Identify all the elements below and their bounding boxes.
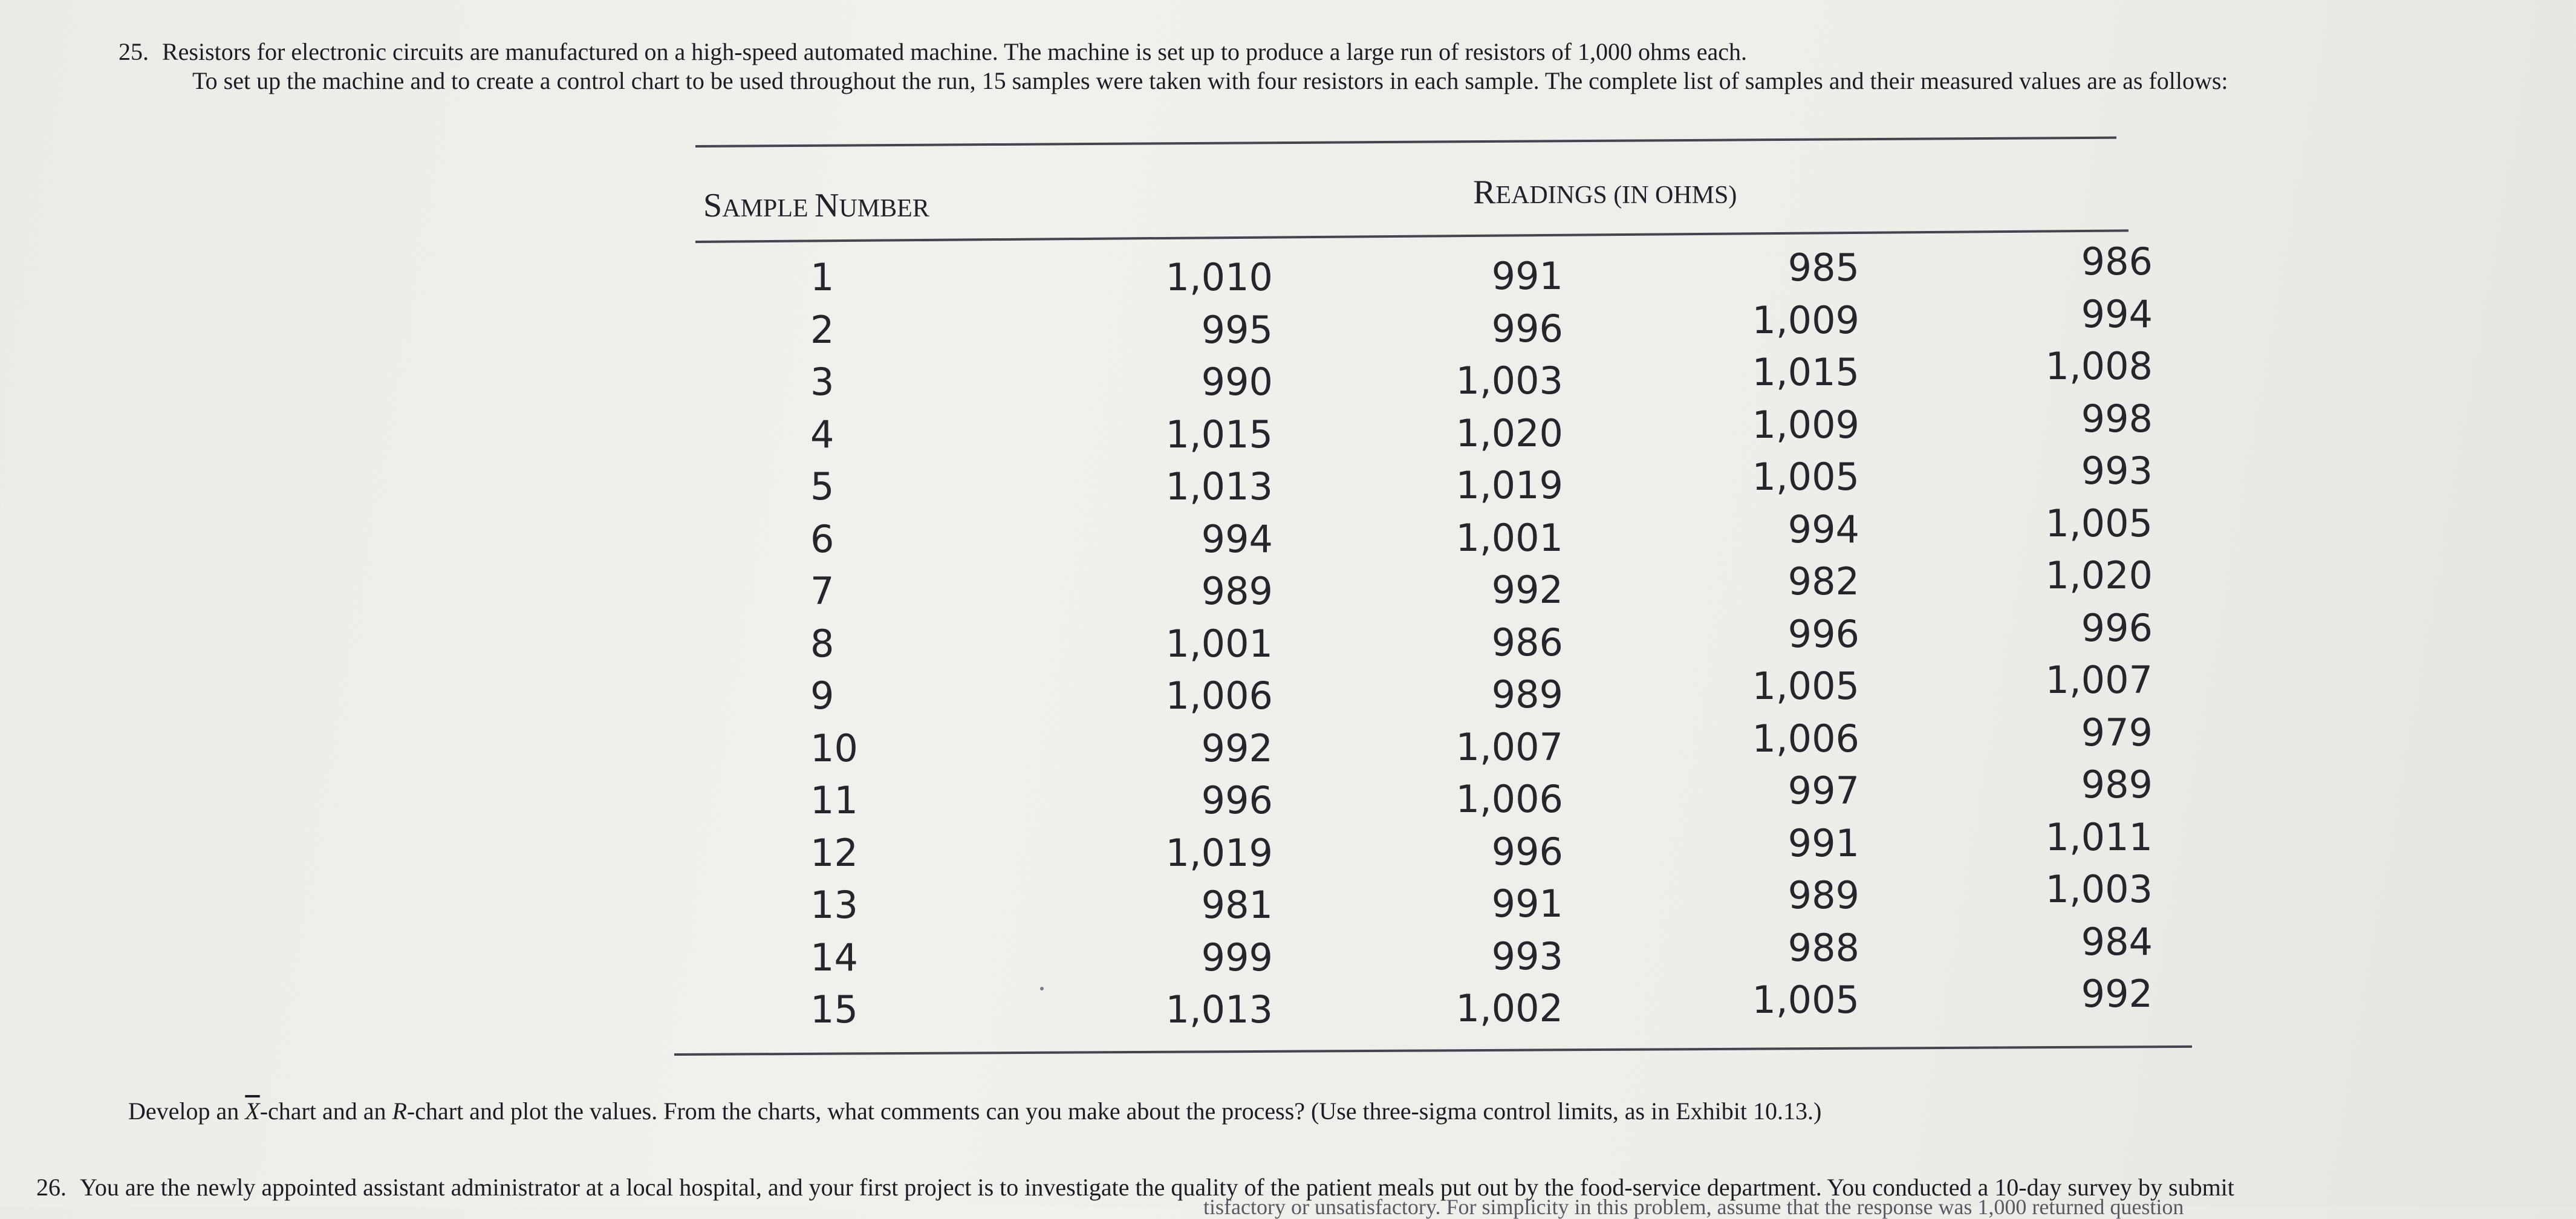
header-readings-unit: (IN OHMS) xyxy=(1613,181,1737,209)
reading-cell: 1,007 xyxy=(2045,658,2153,702)
problem-25-number: 25. xyxy=(119,38,149,65)
reading-cell: 984 xyxy=(2081,919,2153,964)
reading-cell: 1,006 xyxy=(1456,777,1563,821)
reading-cell: 982 xyxy=(1787,559,1859,603)
sample-number-cell: 9 xyxy=(810,674,834,718)
reading-cell: 996 xyxy=(1201,778,1273,822)
header-sample-n: N xyxy=(815,187,839,224)
reading-cell: 991 xyxy=(1491,882,1563,926)
reading-cell: 1,013 xyxy=(1165,987,1273,1032)
reading-cell: 995 xyxy=(1201,307,1273,352)
reading-cell: 981 xyxy=(1201,883,1273,927)
sample-number-cell: 3 xyxy=(810,360,834,404)
reading-cell: 990 xyxy=(1201,360,1273,404)
reading-cell: 993 xyxy=(1491,934,1563,978)
sample-number-cell: 13 xyxy=(810,883,858,927)
instr-mid: -chart and an xyxy=(259,1097,392,1125)
reading-cell: 998 xyxy=(2081,396,2153,441)
reading-cell: 1,008 xyxy=(2045,344,2153,388)
reading-cell: 1,001 xyxy=(1456,515,1563,560)
reading-cell: 1,019 xyxy=(1456,463,1563,507)
reading-cell: 1,015 xyxy=(1752,350,1859,394)
sample-number-cell: 5 xyxy=(810,464,834,509)
reading-cell: 1,007 xyxy=(1456,724,1563,769)
instr-prefix: Develop an xyxy=(128,1097,246,1125)
reading-cell: 1,003 xyxy=(1456,359,1563,403)
reading-column-3 xyxy=(1702,242,1859,1027)
reading-cell: 996 xyxy=(1491,829,1563,874)
reading-cell: 986 xyxy=(2081,239,2153,284)
sample-number-cell: 8 xyxy=(810,621,834,666)
reading-cell: 985 xyxy=(1787,245,1859,290)
reading-cell: 999 xyxy=(1201,935,1273,980)
r-symbol: R xyxy=(392,1097,407,1125)
problem-26-text-1: You are the newly appointed assistant administrator at a local hospital, and your first project is to investigate the quality of the patient meals put out by the food-service department. You conducted a 10-day survey by submit xyxy=(80,1174,2234,1201)
reading-cell: 1,013 xyxy=(1165,464,1273,509)
reading-cell: 992 xyxy=(2081,972,2153,1016)
reading-cell: 996 xyxy=(1491,306,1563,351)
sample-number-cell: 7 xyxy=(810,569,834,613)
sample-number-cell: 6 xyxy=(810,516,834,561)
reading-cell: 988 xyxy=(1787,925,1859,970)
header-sample-number xyxy=(703,186,929,225)
reading-cell: 1,015 xyxy=(1165,412,1273,457)
reading-cell: 992 xyxy=(1201,726,1273,770)
problem-25-line-1 xyxy=(119,40,1747,64)
sample-number-cell: 2 xyxy=(810,307,834,352)
stray-mark xyxy=(1040,987,1044,990)
sample-number-cell: 15 xyxy=(810,987,858,1032)
reading-cell: 1,006 xyxy=(1165,674,1273,718)
problem-25-line-2: To set up the machine and to create a control chart to be used throughout the run, 15 samples were taken with four resistors in each sample. The complete list of samples and their measured values are as follows: xyxy=(192,67,2228,94)
reading-cell: 1,002 xyxy=(1456,986,1563,1030)
sample-number-column xyxy=(701,252,859,1036)
sample-number-cell: 10 xyxy=(810,726,858,770)
sample-number-cell: 4 xyxy=(810,412,834,457)
reading-cell: 989 xyxy=(2081,762,2153,807)
reading-cell: 994 xyxy=(2081,291,2153,336)
reading-cell: 1,005 xyxy=(2045,501,2153,545)
reading-column-1 xyxy=(1116,252,1273,1036)
reading-cell: 991 xyxy=(1787,821,1859,865)
sample-number-cell: 11 xyxy=(810,778,858,822)
reading-cell: 994 xyxy=(1787,507,1859,551)
header-sample-ample: AMPLE xyxy=(722,195,815,223)
reading-column-4 xyxy=(1995,236,2153,1021)
reading-cell: 1,009 xyxy=(1752,402,1859,447)
table-top-rule xyxy=(695,137,2116,148)
header-readings xyxy=(1473,173,1737,212)
header-sample-umber: UMBER xyxy=(839,195,929,223)
reading-cell: 1,003 xyxy=(2045,867,2153,911)
reading-cell: 996 xyxy=(1787,611,1859,656)
reading-cell: 989 xyxy=(1787,873,1859,917)
sample-number-cell: 12 xyxy=(810,830,858,875)
reading-cell: 996 xyxy=(2081,605,2153,650)
reading-cell: 989 xyxy=(1491,672,1563,717)
reading-cell: 992 xyxy=(1491,568,1563,612)
header-readings-r: R xyxy=(1473,174,1496,211)
reading-cell: 1,010 xyxy=(1165,255,1273,299)
reading-column-2 xyxy=(1406,250,1563,1035)
sample-number-cell: 1 xyxy=(810,255,834,299)
table-header-rule xyxy=(695,229,2129,243)
header-sample-s: S xyxy=(703,187,723,224)
instr-suffix: -chart and plot the values. From the charts, what comments can you make about the process? (Use three-sigma control limits, as in Exhibit 10.13.) xyxy=(406,1097,1822,1125)
reading-cell: 993 xyxy=(2081,449,2153,493)
problem-25-text-1: Resistors for electronic circuits are manufactured on a high-speed automated machine. The machine is set up to produce a large run of resistors of 1,000 ohms each. xyxy=(162,38,1747,65)
reading-cell: 1,020 xyxy=(1456,411,1563,455)
reading-cell: 1,011 xyxy=(2045,814,2153,859)
reading-cell: 1,001 xyxy=(1165,621,1273,666)
sample-number-cell: 14 xyxy=(810,935,858,980)
reading-cell: 1,009 xyxy=(1752,297,1859,342)
reading-cell: 1,020 xyxy=(2045,553,2153,597)
reading-cell: 986 xyxy=(1491,620,1563,665)
reading-cell: 1,005 xyxy=(1752,978,1859,1022)
reading-cell: 1,006 xyxy=(1752,716,1859,761)
xbar-symbol: $\overline{X}$ xyxy=(245,1097,260,1125)
reading-cell: 1,005 xyxy=(1752,664,1859,708)
table-bottom-rule xyxy=(674,1045,2192,1056)
reading-cell: 1,005 xyxy=(1752,455,1859,499)
problem-26-number: 26. xyxy=(36,1174,67,1201)
problem-26-line-2: tisfactory or unsatisfactory. For simplicity in this problem, assume that the response was 1,000 returned question xyxy=(1203,1195,2184,1219)
header-readings-eadings: EADINGS xyxy=(1495,181,1614,209)
reading-cell: 997 xyxy=(1787,769,1859,813)
problem-25-instructions xyxy=(128,1099,1821,1123)
reading-cell: 979 xyxy=(2081,710,2153,755)
reading-cell: 989 xyxy=(1201,569,1273,613)
reading-cell: 1,019 xyxy=(1165,830,1273,875)
reading-cell: 994 xyxy=(1201,516,1273,561)
reading-cell: 991 xyxy=(1491,254,1563,298)
